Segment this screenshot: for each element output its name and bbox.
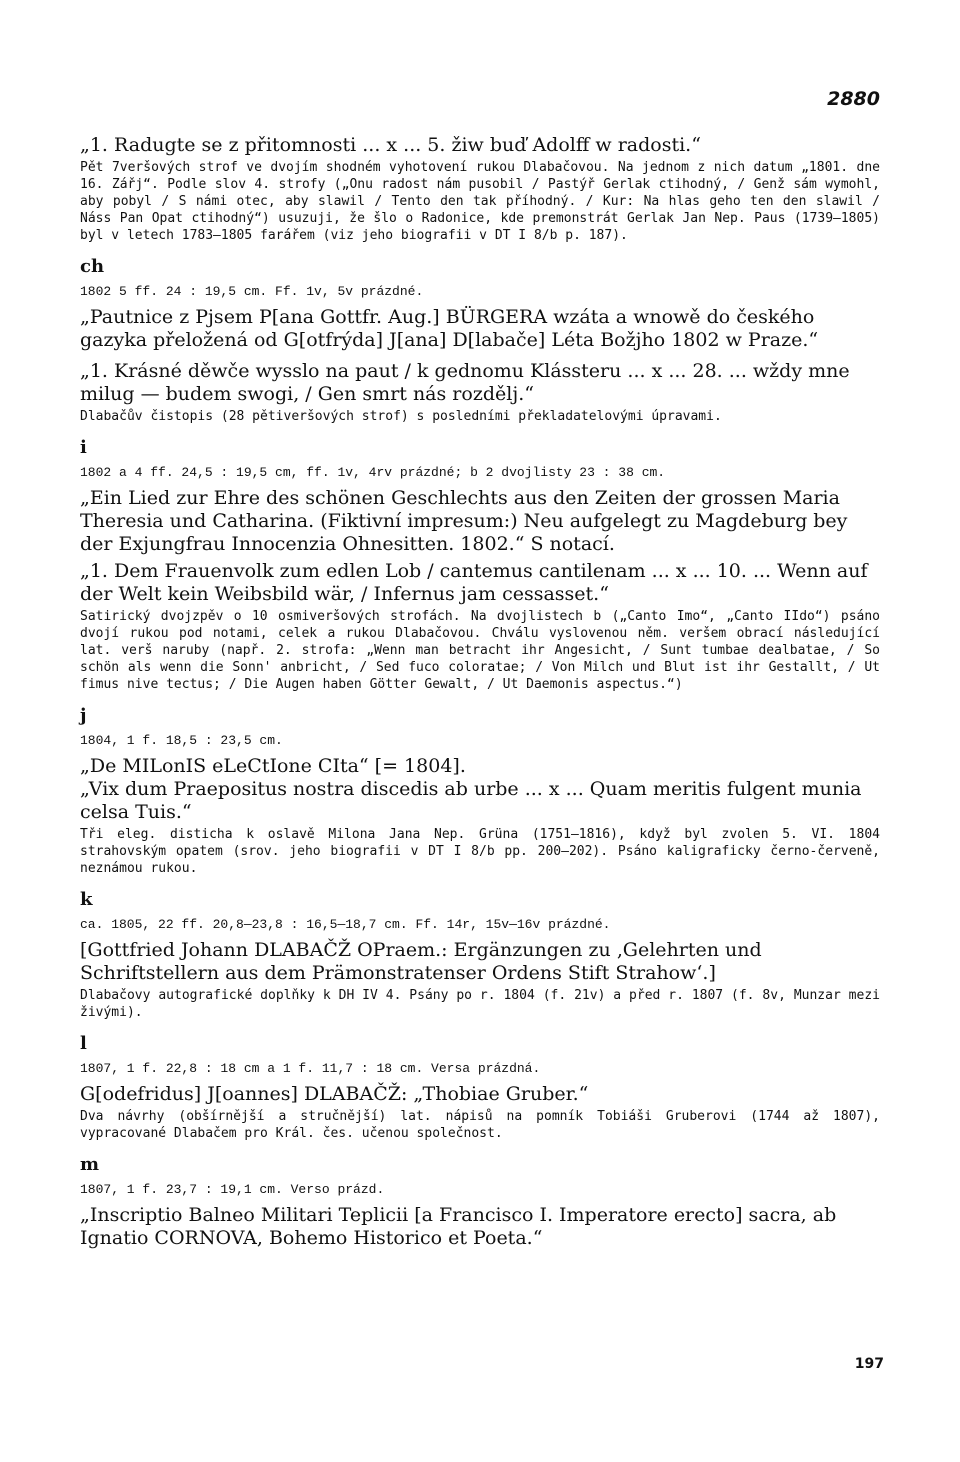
entry-m <box>80 1154 880 1250</box>
entry-signature: j <box>80 705 87 726</box>
entry-title: „Pautnice z Pjsem P[ana Gottfr. Aug.] BÜRGERA wzáta a wnowě do českého gazyka přeložená od G[otfrýda] J[ana] D[labače] Léta Božjho 1802 w Praze.“ <box>80 306 819 351</box>
page-number: 2880 <box>827 88 880 110</box>
entry-title: [Gottfried Johann DLABAČŽ OPraem.: Ergänzungen zu ‚Gelehrten und Schriftstellern aus dem Prämonstratenser Ordens Stift Strahow‘.] <box>80 939 762 984</box>
entry-note: Dlabačovy autografické doplňky k DH IV 4. Psány po r. 1804 (f. 21v) a před r. 1807 (f. 8v, Munzar mezi živými). <box>80 988 880 1020</box>
entry-signature: i <box>80 437 87 458</box>
entry-physical-description: 1804, 1 f. 18,5 : 23,5 cm. <box>80 733 283 748</box>
entry-title: „De MILonIS eLeCtIone CIta“ [= 1804]. <box>80 755 466 777</box>
entry-title: „Ein Lied zur Ehre des schönen Geschlechts aus den Zeiten der grossen Maria Theresia und Catharina. (Fiktivní impresum:) Neu aufgelegt zu Magdeburg bey der Exjungfrau Innocenzia Ohnesitten. 1802.“ S notací. <box>80 487 848 555</box>
entry-physical-description: ca. 1805, 22 ff. 20,8—23,8 : 16,5—18,7 cm. Ff. 14r, 15v—16v prázdné. <box>80 917 611 932</box>
entry-physical-description: 1807, 1 f. 23,7 : 19,1 cm. Verso prázd. <box>80 1182 385 1197</box>
entry-k <box>80 889 880 1021</box>
entry-note: Dlabačův čistopis (28 pětiveršových strof) s posledními překladatelovými úpravami. <box>80 409 722 424</box>
entry-ch <box>80 256 880 425</box>
entry-signature: ch <box>80 256 105 277</box>
page-content <box>80 88 880 1252</box>
entry-signature: l <box>80 1033 87 1054</box>
entry-physical-description: 1802 5 ff. 24 : 19,5 cm. Ff. 1v, 5v prázdné. <box>80 284 424 299</box>
entry-physical-description: 1807, 1 f. 22,8 : 18 cm a 1 f. 11,7 : 18 cm. Versa prázdná. <box>80 1061 541 1076</box>
entry-title: „Inscriptio Balneo Militari Teplicii [a Francisco I. Imperatore erecto] sacra, ab Ignatio CORNOVA, Bohemo Historico et Poeta.“ <box>80 1204 837 1249</box>
entry-title: „1. Radugte se z přitomnosti ... x ... 5. žiw buď Adolff w radosti.“ <box>80 134 701 156</box>
entry-note: Satirický dvojzpěv o 10 osmiveršových strofách. Na dvojlistech b („Canto Imo“, „Canto IIdo“) psáno dvojí rukou pod notami, celek a rukou Dlabačovou. Chválu vyslovenou něm. veršem obrací následující lat. verš naruby (např. 2. strofa: „Wenn man betracht ihr Angesicht, / Sunt tumbae dealbatae, / So schön als wenn die Sonn' anbricht, / Sed fuco coloratae; / Von Milch und Blut ist ihr Gestallt, / Ut fimus nive tectus; / Die Augen haben Götter Gewalt, / Ut Daemonis aspectus.“) <box>80 609 880 692</box>
entry-physical-description: 1802 a 4 ff. 24,5 : 19,5 cm, ff. 1v, 4rv prázdné; b 2 dvojlisty 23 : 38 cm. <box>80 465 666 480</box>
entry-title: G[odefridus] J[oannes] DLABAČŽ: „Thobiae Gruber.“ <box>80 1083 589 1105</box>
entry-l <box>80 1033 880 1142</box>
entry-signature: m <box>80 1154 100 1175</box>
entry-note: Tři eleg. disticha k oslavě Milona Jana Nep. Grüna (1751—1816), když byl zvolen 5. VI. 1804 strahovským opatem (srov. jeho biografii v DT I 8/b pp. 200—202). Psáno kaligraficky černo-červeně, neznámou rukou. <box>80 827 880 876</box>
entry-i <box>80 437 880 693</box>
entry-incipit: „Vix dum Praepositus nostra discedis ab urbe ... x ... Quam meritis fulgent munia celsa Tuis.“ <box>80 778 862 823</box>
folio-number: 197 <box>854 1356 884 1372</box>
entry-note: Pět 7veršových strof ve dvojím shodném vyhotovení rukou Dlabačovou. Na jednom z nich datum „1801. dne 16. Zářj“. Podle slov 4. strofy („Onu radost nám pusobil / Pastýř Gerlak ctihodný, / Genž sám wymohl, aby pobyl / S námi otec, aby slawil / Tento den tak příhodný. / Kur: Na hlas geho ten den slawil / Náss Pan Opat ctihodný“) usuzuji, že šlo o Radonice, kde premonstrát Gerlak Jan Nep. Paus (1739—1805) byl v letech 1783—1805 farářem (viz jeho biografii v DT I 8/b p. 187). <box>80 160 880 243</box>
entry-0 <box>80 134 880 244</box>
entry-incipit: „1. Dem Frauenvolk zum edlen Lob / cantemus cantilenam ... x ... 10. ... Wenn auf der Welt kein Weibsbild wär, / Infernus jam cessasset.“ <box>80 560 868 605</box>
entry-j <box>80 705 880 877</box>
entry-signature: k <box>80 889 93 910</box>
entry-note: Dva návrhy (obšírnější a stručnější) lat. nápisů na pomník Tobiáši Gruberovi (1744 až 1807), vypracované Dlabačem pro Král. čes. učenou společnost. <box>80 1109 880 1141</box>
entry-incipit: „1. Krásné děwče wysslo na paut / k gednomu Klássteru ... x ... 28. ... wždy mne milug — budem swogi, / Gen smrt nás rozdělj.“ <box>80 360 850 405</box>
